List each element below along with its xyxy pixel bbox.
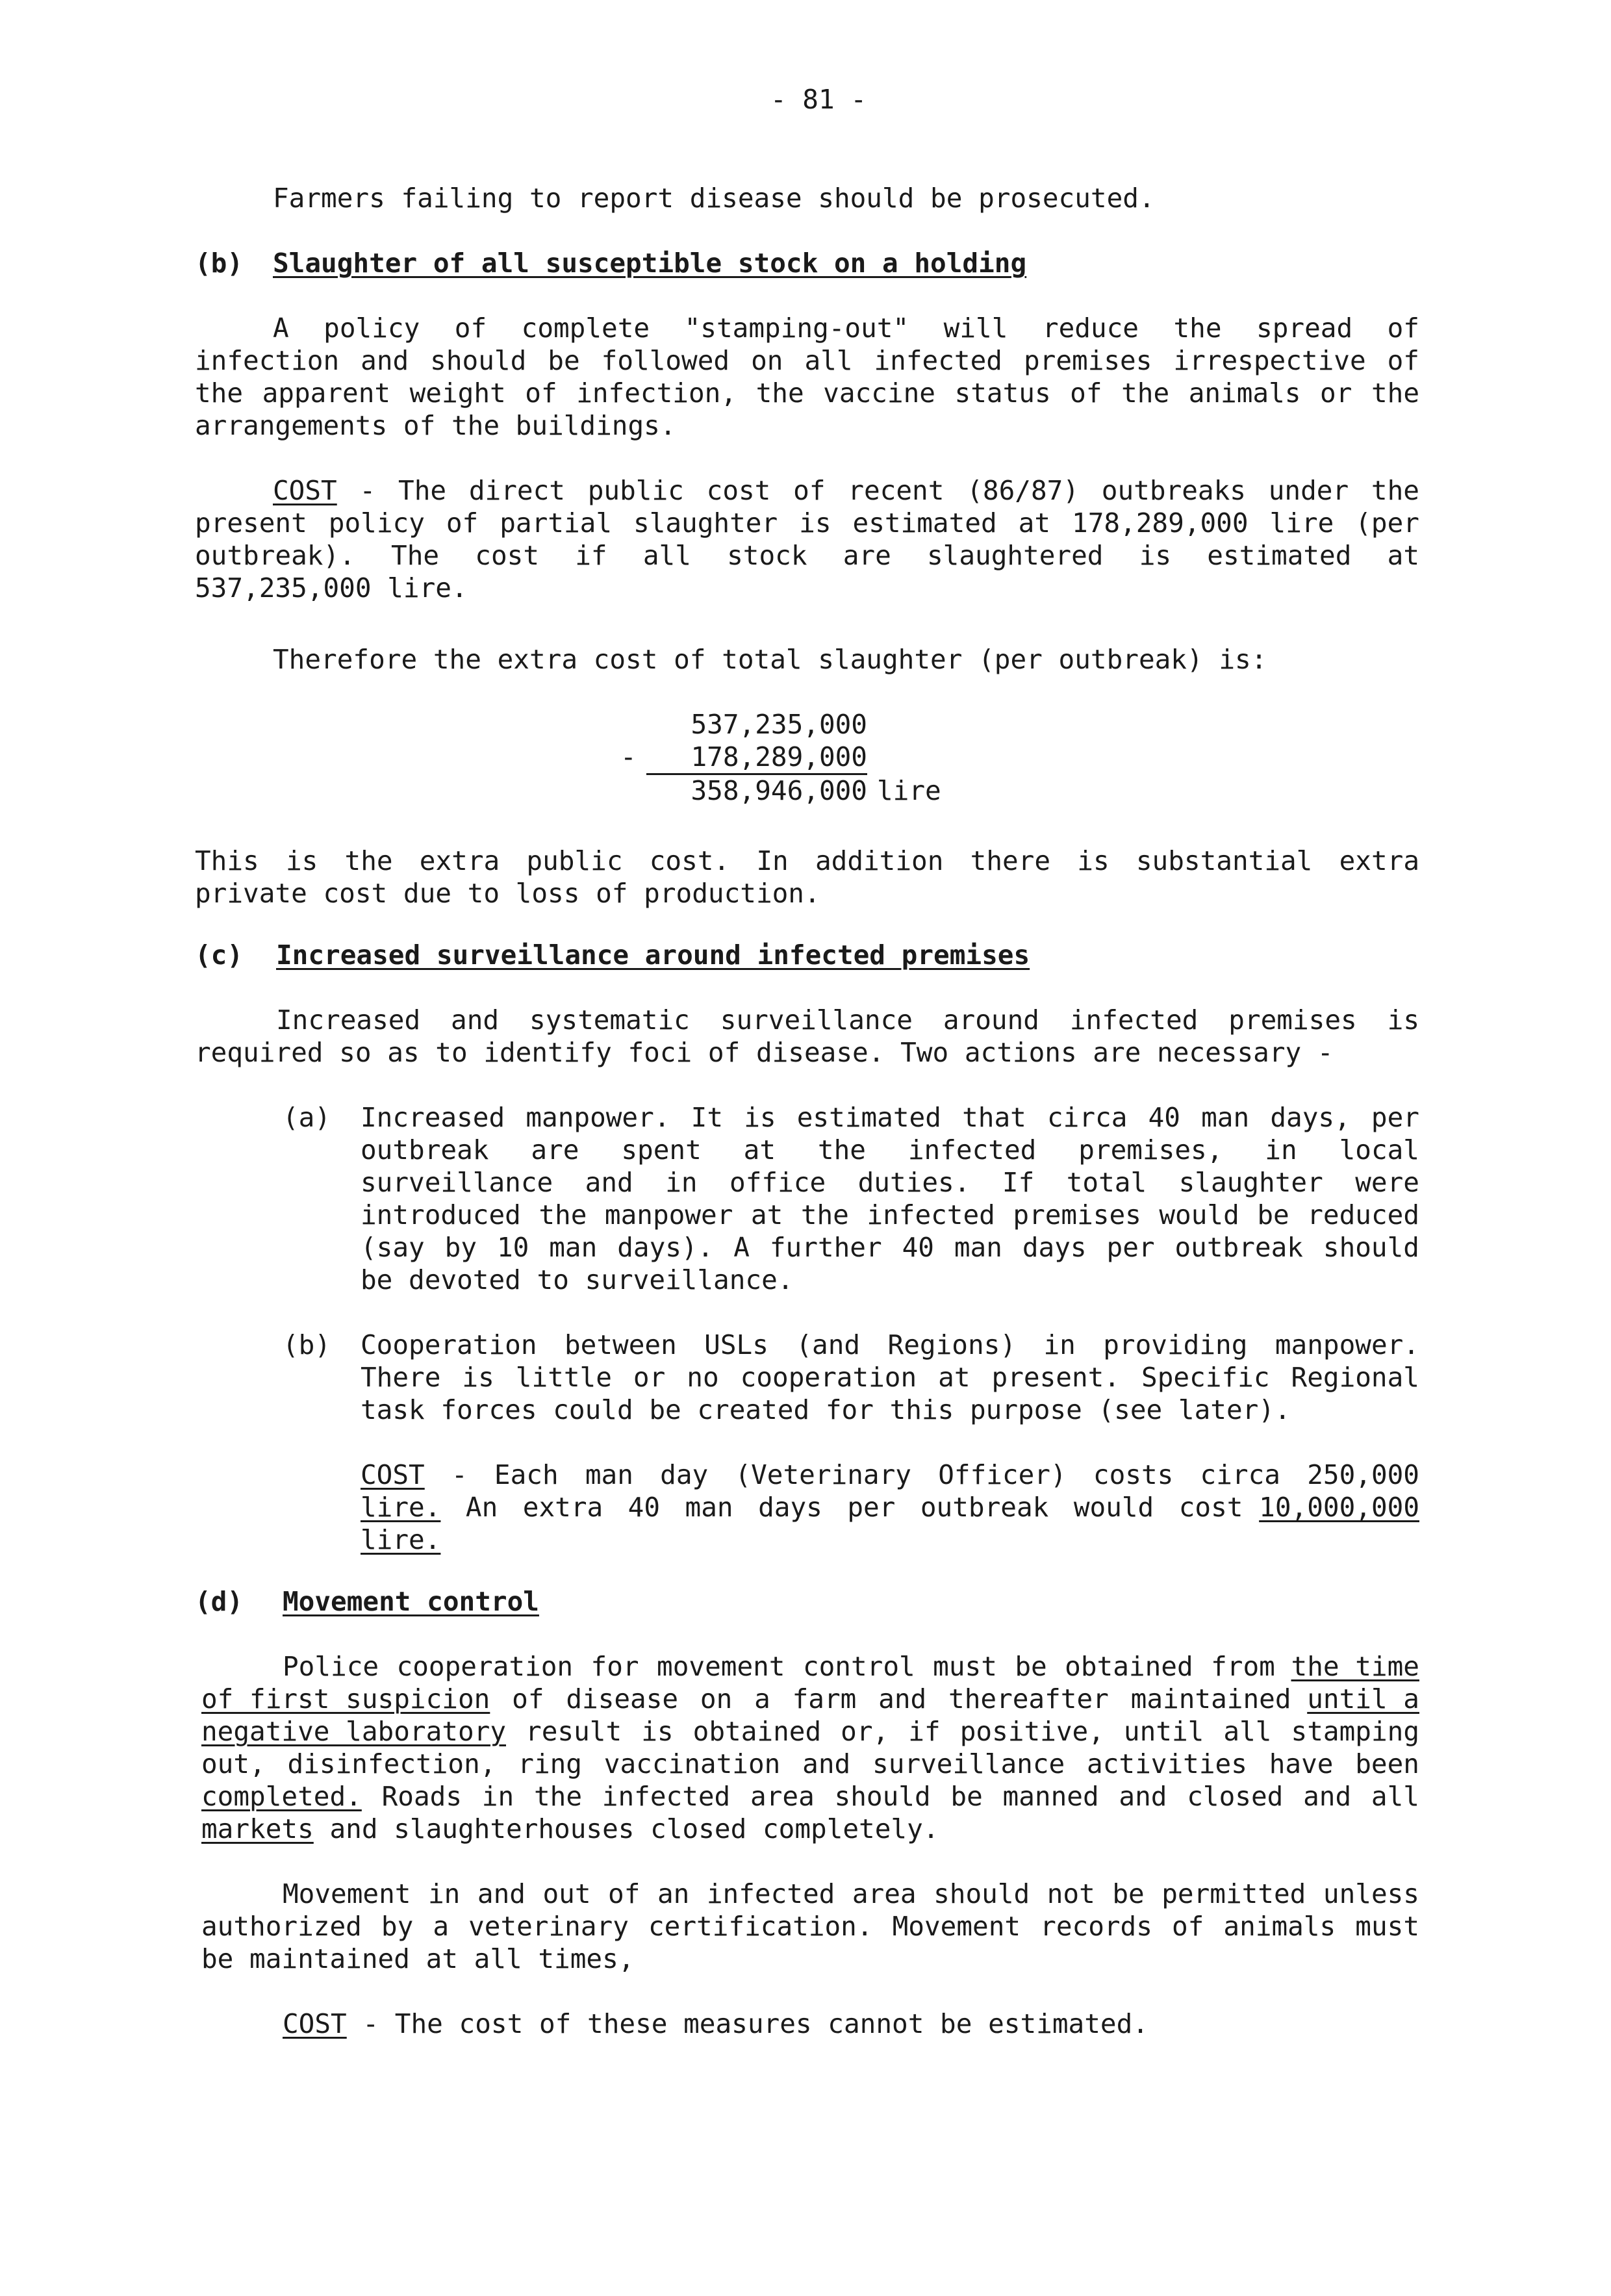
section-c-cost-line2 [361,1491,1419,1524]
cost-underlined-lire: lire. [361,1492,441,1523]
section-d-p1-line2 [201,1683,1419,1715]
cost-underlined-amount: 10,000,000 [1259,1492,1419,1523]
cost-text: - The cost of these measures cannot be estimated. [346,2008,1148,2039]
underlined-text: completed. [201,1781,362,1812]
list-item-b-line1: Cooperation between USLs (and Regions) in providing manpower. [361,1329,1419,1360]
section-b-cost-line4: 537,235,000 lire. [195,572,468,604]
list-item-a-line5: (say by 10 man days). A further 40 man days per outbreak should [361,1232,1419,1263]
section-d-p1-line5 [201,1780,1419,1813]
underlined-text: negative laboratory [201,1716,506,1747]
section-d-p2-line3: be maintained at all times, [201,1943,635,1974]
underlined-text: until a [1307,1683,1419,1715]
list-item-b-line2: There is little or no cooperation at present. Specific Regional [361,1362,1419,1393]
cost-text: An extra 40 man days per outbreak would cost [440,1492,1260,1523]
section-b-para1-line2: infection and should be followed on all infected premises irrespective of [195,345,1419,376]
section-b-para1-line4: arrangements of the buildings. [195,410,676,441]
calc-value-b: 178,289,000 [691,741,867,772]
calc-result: 358,946,000 [691,775,867,806]
section-b-para1-line3: the apparent weight of infection, the vaccine status of the animals or the [195,377,1419,409]
section-c-cost-line3: lire. [361,1524,441,1555]
cost-text: - The direct public cost of recent (86/87) outbreaks under the [336,475,1419,506]
list-item-a-line2: outbreak are spent at the infected premises, in local [361,1134,1419,1166]
list-item-a-label: (a) [283,1102,331,1133]
underlined-text: markets [201,1813,314,1844]
section-b-cost-line3: outbreak). The cost if all stock are slaughtered is estimated at [195,540,1419,571]
cost-text: - Each man day (Veterinary Officer) costs circa 250,000 [424,1459,1419,1490]
paragraph-text: Police cooperation for movement control must be obtained from [283,1651,1291,1682]
calc-unit: lire [877,775,941,806]
section-d-p1-line1 [283,1650,1419,1683]
section-c-cost-line1 [361,1459,1419,1491]
cost-label: COST [283,2008,347,2039]
paragraph-text: Roads in the infected area should be manned and closed and all [361,1781,1419,1812]
section-b-para1-line1: A policy of complete "stamping-out" will reduce the spread of [273,313,1419,344]
section-d-p2-line1: Movement in and out of an infected area should not be permitted unless [283,1878,1419,1909]
list-item-a-line1: Increased manpower. It is estimated that circa 40 man days, per [361,1102,1419,1133]
section-c-para1-line2: required so as to identify foci of disease. Two actions are necessary - [195,1037,1334,1068]
section-d-p1-line4: out, disinfection, ring vaccination and surveillance activities have been [201,1748,1419,1779]
section-d-heading: Movement control [283,1586,539,1617]
section-c-letter: (c) [195,939,244,971]
section-b-heading: Slaughter of all susceptible stock on a holding [273,248,1027,279]
section-d-p2-line2: authorized by a veterinary certification. Movement records of animals must [201,1911,1419,1942]
section-b-therefore: Therefore the extra cost of total slaughter (per outbreak) is: [273,644,1267,675]
calc-value-a: 537,235,000 [691,709,867,740]
section-c-para1-line1: Increased and systematic surveillance around infected premises is [276,1004,1419,1036]
section-c-heading: Increased surveillance around infected premises [276,939,1030,971]
section-b-after-line2: private cost due to loss of production. [195,878,820,909]
section-d-p1-line3 [201,1715,1419,1748]
intro-sentence: Farmers failing to report disease should be prosecuted. [273,183,1155,214]
paragraph-text: of disease on a farm and thereafter maintained [490,1683,1308,1715]
page-number: - 81 - [770,84,867,115]
cost-label: COST [361,1459,425,1490]
paragraph-text: and slaughterhouses closed completely. [313,1813,939,1844]
underlined-text: the time [1291,1651,1419,1682]
section-d-letter: (d) [195,1586,244,1617]
list-item-a-line4: introduced the manpower at the infected premises would be reduced [361,1199,1419,1231]
section-b-cost-line1 [273,474,1419,507]
cost-label: COST [273,475,337,506]
list-item-a-line6: be devoted to surveillance. [361,1264,794,1295]
section-d-p1-line6 [201,1813,939,1845]
section-b-letter: (b) [195,248,244,279]
calc-minus-sign: - [620,741,637,772]
list-item-b-label: (b) [283,1329,331,1360]
list-item-a-line3: surveillance and in office duties. If total slaughter were [361,1167,1419,1198]
underlined-text: of first suspicion [201,1683,490,1715]
section-d-cost-line [283,2008,1148,2040]
paragraph-text: result is obtained or, if positive, until all stamping [506,1716,1419,1747]
section-b-cost-line2: present policy of partial slaughter is estimated at 178,289,000 lire (per [195,507,1419,539]
list-item-b-line3: task forces could be created for this purpose (see later). [361,1394,1291,1425]
section-b-after-line1: This is the extra public cost. In addition there is substantial extra [195,845,1419,876]
